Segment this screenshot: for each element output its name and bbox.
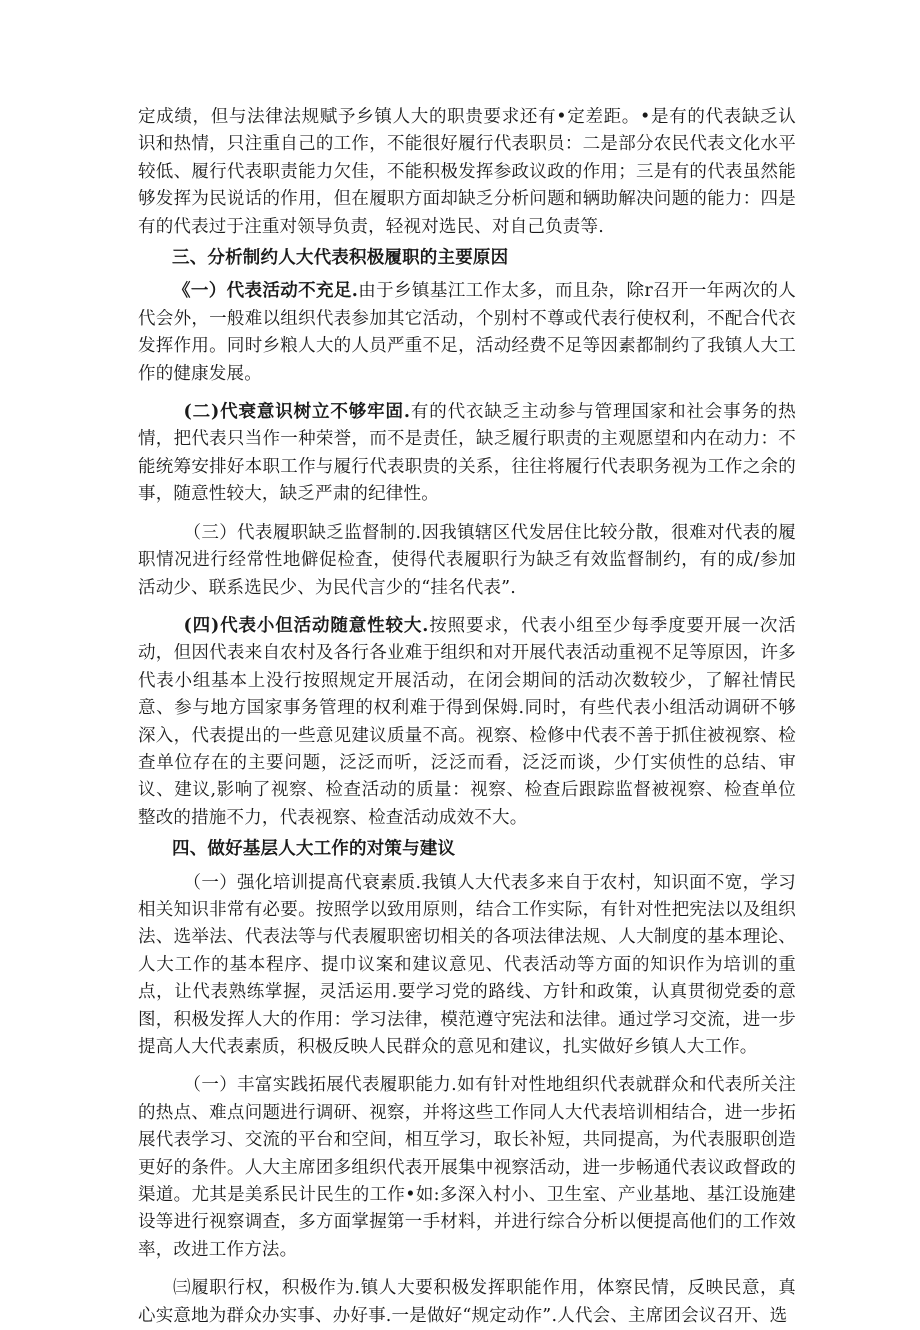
section-heading-3: 三、分析制约人大代表积极履职的主要原因	[172, 248, 509, 269]
paragraph-3-1-body: 由于乡镇基江工作太多，而且杂，除r召开一年两次的人代会外，一般难以组织代表参加其它活动，个别村不尊或代表行使权利，不配合代衣发挥作用。同时乡粮人大的人员严重不足，活动经费不足等因素都制约了我镇人大工作的健康发展。	[138, 281, 796, 384]
document-body	[138, 104, 796, 1330]
paragraph-3-4	[138, 613, 796, 832]
paragraph-3-3: （三）代表履职缺乏监督制的.因我镇辖区代发居住比较分散，很难对代表的履职情况进行经常性地僻促检査，使得代表履职行为缺乏有效监督制约，有的成/参加活动少、联系选民少、为民代言少的“挂名代表”.	[138, 522, 796, 598]
paragraph-4-3: ㈢履职行权，积极作为.镇人大要积极发挥职能作用，体察民情，反映民意，真心实意地为群众办实事、办好事.一是做好“规定动作”.人代会、主席团会议召开、选	[138, 1278, 796, 1326]
paragraph-3-1	[138, 278, 796, 388]
paragraph-continued: 定成绩，但与法律法规赋予乡镇人大的职贵要求还有•定差距。•是有的代表缺乏认识和热情，只注重自己的工作，不能很好履行代表职员：二是部分农民代表文化水平较低、履行代表职责能力欠佳，不能积极发挥参政议政的作用；三是有的代表虽然能够发挥为民说话的作用，但在履职方面却缺乏分析问题和辆助解决问题的能力：四是有的代表过于注重对领导负责，轻视对选民、对自己负责等.	[138, 107, 796, 237]
paragraph-3-4-body: 按照要求，代表小组至少每季度要开展一次活动，但因代表来自农村及各行各业难于组织和对开展代表活动重视不足等原因，许多代表小组基本上没行按照规定开展活动，在闭会期间的活动次数较少，了解社情民意、参与地方国家事务管理的权利难于得到保姆.同时，有些代表小组活动调研不够深入，代表提出的一些意见建议质量不高。视察、检修中代表不善于抓住被视察、检查单位存在的主要问题，泛泛而听，泛泛而看，泛泛而谈，少仃实侦性的总结、审议、建议,影响了视察、检查活动的质量：视察、检查后跟踪监督被视察、检查单位整改的措施不力，代表视察、检查活动成效不大。	[138, 615, 796, 828]
paragraph-4-1: （一）强化培训提髙代衰素质.我镇人大代表多来自于农村，知识面不宽，学习相关知识非常有必要。按照学以致用原则，结合工作实际，有针对性把宪法以及组织法、选举法、代表法等与代表履职密切相关的各项法律法规、人大制度的基本理论、人大工作的基本程序、提巾议案和建议意见、代表活动等方面的知识作为培训的重点，让代表熟练掌握，灵活运用.要学习党的路线、方针和政策，认真贯彻党委的意图，积极发挥人大的作用：学习法律，模范遵守宪法和法律。通过学习交流，进一步提高人大代表素质，积极反映人民群众的意见和建议，扎实做好乡镇人大工作。	[138, 872, 796, 1057]
paragraph-3-4-lead: (四)代表小但活动随意性较大.	[183, 615, 429, 636]
paragraph-3-2-lead: (二)代衰意识树立不够牢固.	[183, 402, 411, 423]
paragraph-3-2	[138, 399, 796, 509]
section-heading-4: 四、做好基层人大工作的对策与建议	[172, 839, 456, 860]
paragraph-4-2: （一）丰富实践拓展代表履职能力.如有针对性地组织代表就群众和代表所关注的热点、难点问题进行调研、视察，并将这些工作同人大代表培训相结合，进一步拓展代表学习、交流的平台和空间，相互学习，取长补短，共同提高，为代表服职创造更好的条件。人大主席团多组织代表开展集中视察活动，进一步畅通代表议政督政的渠道。尤其是美系民计民生的工作•如:多深入村小、卫生室、产业基地、基江设施建设等进行视察调查，多方面掌握第一手材料，并进行综合分析以便提高他们的工作效率，改进工作方法。	[138, 1075, 796, 1260]
paragraph-3-2-body: 有的代衣缺乏主动参与管理国家和社会事务的热情，把代表只当作一种荣誉，而不是责任，缺乏履行职责的主观愿望和内在动力：不能统筹安排好本职工作与履行代表职贵的关系，往往将履行代表职务视为工作之余的事，随意性较大，缺乏严肃的纪律性。	[138, 402, 796, 505]
paragraph-3-1-lead: 《一）代表活动不充足.	[173, 281, 359, 302]
